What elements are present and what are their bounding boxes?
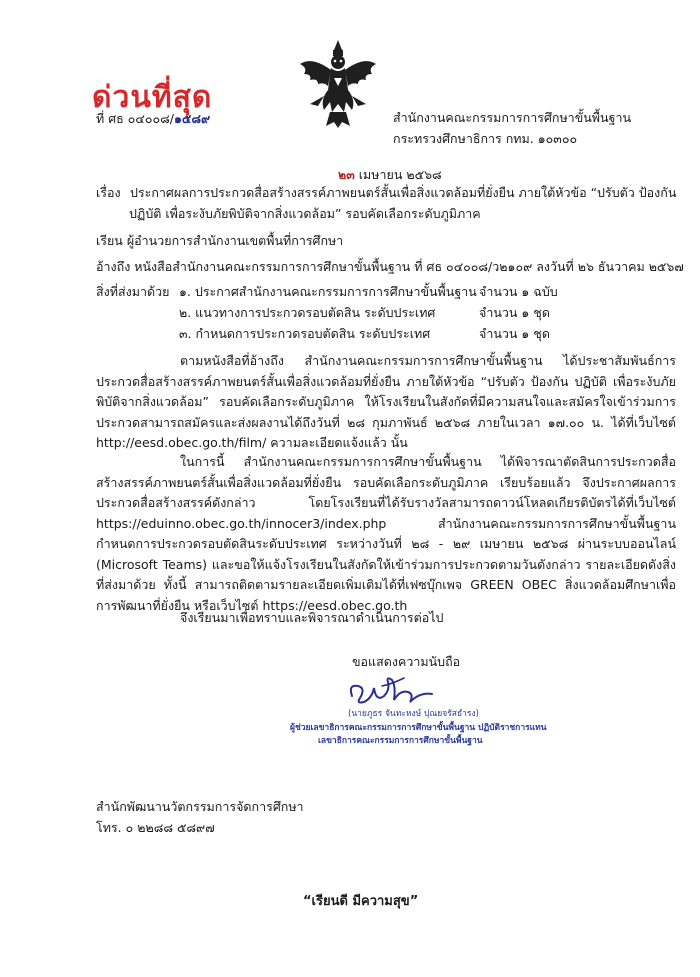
signatory-title-secondary: เลขาธิการคณะกรรมการการศึกษาขั้นพื้นฐาน: [318, 736, 483, 746]
handwritten-signature: [346, 672, 438, 710]
enclosure-quantity: จำนวน ๑ ชุด: [479, 326, 550, 341]
date-day-handwritten: ๒๓: [338, 167, 355, 182]
document-date: [338, 165, 442, 185]
enclosure-quantity: จำนวน ๑ ชุด: [479, 305, 550, 320]
signatory-name: (นายภูธร จันทะหงษ์ ปุณยจรัสธำรง): [348, 709, 479, 719]
body-paragraph-closing: จึงเรียนมาเพื่อทราบและพิจารณาดำเนินการต่อไป: [180, 610, 444, 625]
enclosure-row: [96, 282, 686, 303]
enclosure-quantity: จำนวน ๑ ฉบับ: [479, 284, 558, 299]
agency-address: [393, 107, 631, 149]
enclosure-item: ๑. ประกาศสำนักงานคณะกรรมการการศึกษาขั้นพื้นฐาน: [179, 284, 477, 299]
date-month-year: เมษายน ๒๕๖๘: [358, 167, 442, 182]
subject-line2: ปฏิบัติ เพื่อระงับภัยพิบัติจากสิ่งแวดล้อม” รอบคัดเลือกระดับภูมิภาค: [129, 205, 481, 221]
subject: [96, 183, 681, 224]
contact-phone: โทร. ๐ ๒๒๘๘ ๕๘๙๗: [96, 820, 215, 835]
closing-salutation: ขอแสดงความนับถือ: [352, 654, 461, 669]
body-paragraph-announcement: [96, 452, 676, 616]
doc-number-handwritten: ๑๕๘๙: [173, 111, 211, 126]
body-paragraph-reference: [96, 351, 676, 454]
reference: อ้างถึง หนังสือสำนักงานคณะกรรมการการศึกษาขั้นพื้นฐาน ที่ ศธ ๐๔๐๐๘/ว๒๑๐๙ ลงวันที่ ๒๖ ธันวาคม ๒๕๖๗: [96, 259, 684, 274]
issuing-office: สำนักพัฒนานวัตกรรมการจัดการศึกษา: [96, 799, 304, 814]
slogan: “เรียนดี มีความสุข”: [303, 894, 419, 909]
agency-ministry-line: กระทรวงศึกษาธิการ กทม. ๑๐๓๐๐: [393, 131, 578, 146]
doc-number-prefix: ที่ ศธ ๐๔๐๐๘/: [96, 111, 174, 126]
subject-line1: ประกาศผลการประกวดสื่อสร้างสรรค์ภาพยนตร์สั้นเพื่อสิ่งแวดล้อมที่ยั่งยืน ภายใต้หัวข้อ “ปรับตัว ป้องกัน: [129, 185, 677, 200]
signatory-title: ผู้ช่วยเลขาธิการคณะกรรมการการศึกษาขั้นพื้นฐาน ปฏิบัติราชการแทน: [290, 723, 547, 733]
paragraph-1-text: ตามหนังสือที่อ้างถึง สำนักงานคณะกรรมการการศึกษาขั้นพื้นฐาน ได้ประชาสัมพันธ์การประกวดสื่อสร้างสรรค์ภาพยนตร์สั้นเพื่อสิ่งแวดล้อมที่ยั่งยืน ภายใต้หัวข้อ “ปรับตัว ป้องกัน ปฏิบัติ เพื่อระงับภัยพิบัติจากสิ่งแวดล้อม” รอบคัดเลือกระดับภูมิภาค ให้โรงเรียนในสังกัดที่มีความสนใจและสมัครใจเข้าร่วมการประกวดสามารถสมัครและส่งผลงานได้ถึงวันที่ ๒๘ กุมภาพันธ์ ๒๕๖๘ ภายในเวลา ๑๗.๐๐ น. ได้ที่เว็บไซต์ http://eesd.obec.go.th/film/ ความละเอียดแจ้งแล้ว นั้น: [96, 353, 676, 450]
enclosures: [96, 282, 686, 345]
garuda-emblem-icon: [298, 38, 378, 130]
paragraph-2-text: ในการนี้ สำนักงานคณะกรรมการการศึกษาขั้นพื้นฐาน ได้พิจารณาตัดสินการประกวดสื่อสร้างสรรค์ภาพยนตร์สั้นเพื่อสิ่งแวดล้อมที่ยั่งยืน รอบคัดเลือกระดับภูมิภาค เรียบร้อยแล้ว จึงประกาศผลการประกวดสื่อสร้างสรรค์ดังกล่าว โดยโรงเรียนที่ได้รับรางวัลสามารถดาวน์โหลดเกียรติบัตรได้ที่เว็บไซต์ https://eduinno.obec.go.th/innocer3/index.php สำนักงานคณะกรรมการการศึกษาขั้นพื้นฐานกำหนดการประกวดรอบตัดสินระดับประเทศ ระหว่างวันที่ ๒๘ - ๒๙ เมษายน ๒๕๖๘ ผ่านระบบออนไลน์ (Microsoft Teams) และขอให้แจ้งโรงเรียนในสังกัดให้เข้าร่วมการประกวดตามวันดังกล่าว รายละเอียดดังสิ่งที่ส่งมาด้วย ทั้งนี้ สามารถติดตามรายละเอียดเพิ่มเติมได้ที่เฟซบุ๊กเพจ GREEN OBEC สิ่งแวดล้อมศึกษาเพื่อการพัฒนาที่ยั่งยืน หรือเว็บไซต์ https://eesd.obec.go.th: [96, 454, 676, 613]
urgent-stamp: ด่วนที่สุด: [92, 80, 213, 115]
enclosures-label: สิ่งที่ส่งมาด้วย: [96, 284, 170, 299]
agency-name: สำนักงานคณะกรรมการการศึกษาขั้นพื้นฐาน: [393, 110, 632, 125]
enclosure-item: ๓. กำหนดการประกวดรอบตัดสิน ระดับประเทศ: [179, 326, 431, 341]
enclosure-item: ๒. แนวทางการประกวดรอบตัดสิน ระดับประเทศ: [179, 305, 436, 320]
recipient: เรียน ผู้อำนวยการสำนักงานเขตพื้นที่การศึกษา: [96, 233, 344, 248]
enclosure-row: [96, 303, 686, 324]
document-number: [96, 109, 210, 129]
subject-label: เรื่อง: [96, 185, 121, 200]
enclosure-row: [96, 324, 686, 345]
